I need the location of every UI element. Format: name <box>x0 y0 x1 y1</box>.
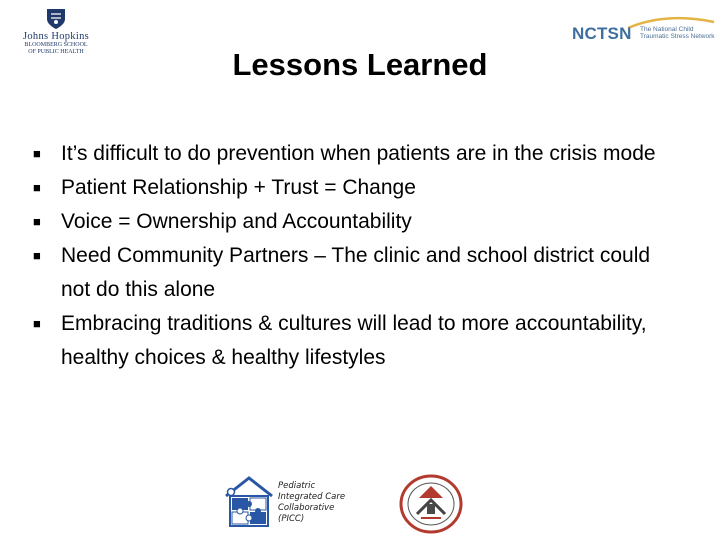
bullet-text: Need Community Partners – The clinic and school district could not do this alone <box>61 244 651 301</box>
bullet-item <box>33 137 683 171</box>
square-bullet-icon: ■ <box>33 316 41 331</box>
puzzle-house-icon <box>223 476 275 528</box>
slide-title: Lessons Learned <box>232 47 488 82</box>
picc-line: Integrated Care <box>278 492 346 502</box>
bullet-item <box>33 205 683 239</box>
nctsn-wordmark: NCTSN <box>572 24 632 43</box>
tribal-seal-icon <box>399 474 463 534</box>
picc-line: Pediatric <box>278 481 316 491</box>
square-bullet-icon: ■ <box>33 248 41 263</box>
square-bullet-icon: ■ <box>33 214 41 229</box>
bullet-text: Embracing traditions & cultures will lead to more accountability, healthy choices & healthy lifestyles <box>61 312 647 369</box>
square-bullet-icon: ■ <box>33 146 41 161</box>
jhu-name: Johns Hopkins <box>22 31 90 42</box>
picc-line: (PICC) <box>278 514 305 524</box>
bullet-item <box>33 171 683 205</box>
jhu-school-line1: BLOOMBERG SCHOOL <box>24 42 88 48</box>
bullet-text: Voice = Ownership and Accountability <box>61 210 412 233</box>
nctsn-logo <box>568 14 716 48</box>
square-bullet-icon: ■ <box>33 180 41 195</box>
jhu-school-line2: OF PUBLIC HEALTH <box>28 49 84 55</box>
nctsn-tagline: The National Child Traumatic Stress Network <box>640 26 715 40</box>
bullet-list <box>33 137 683 375</box>
picc-caption <box>278 481 358 525</box>
picc-line: Collaborative <box>278 503 335 513</box>
bullet-text: Patient Relationship + Trust = Change <box>61 176 416 199</box>
bullet-item <box>33 239 683 307</box>
bullet-item <box>33 307 683 375</box>
jhu-shield-icon <box>46 8 66 30</box>
bullet-text: It’s difficult to do prevention when patients are in the crisis mode <box>61 142 656 165</box>
